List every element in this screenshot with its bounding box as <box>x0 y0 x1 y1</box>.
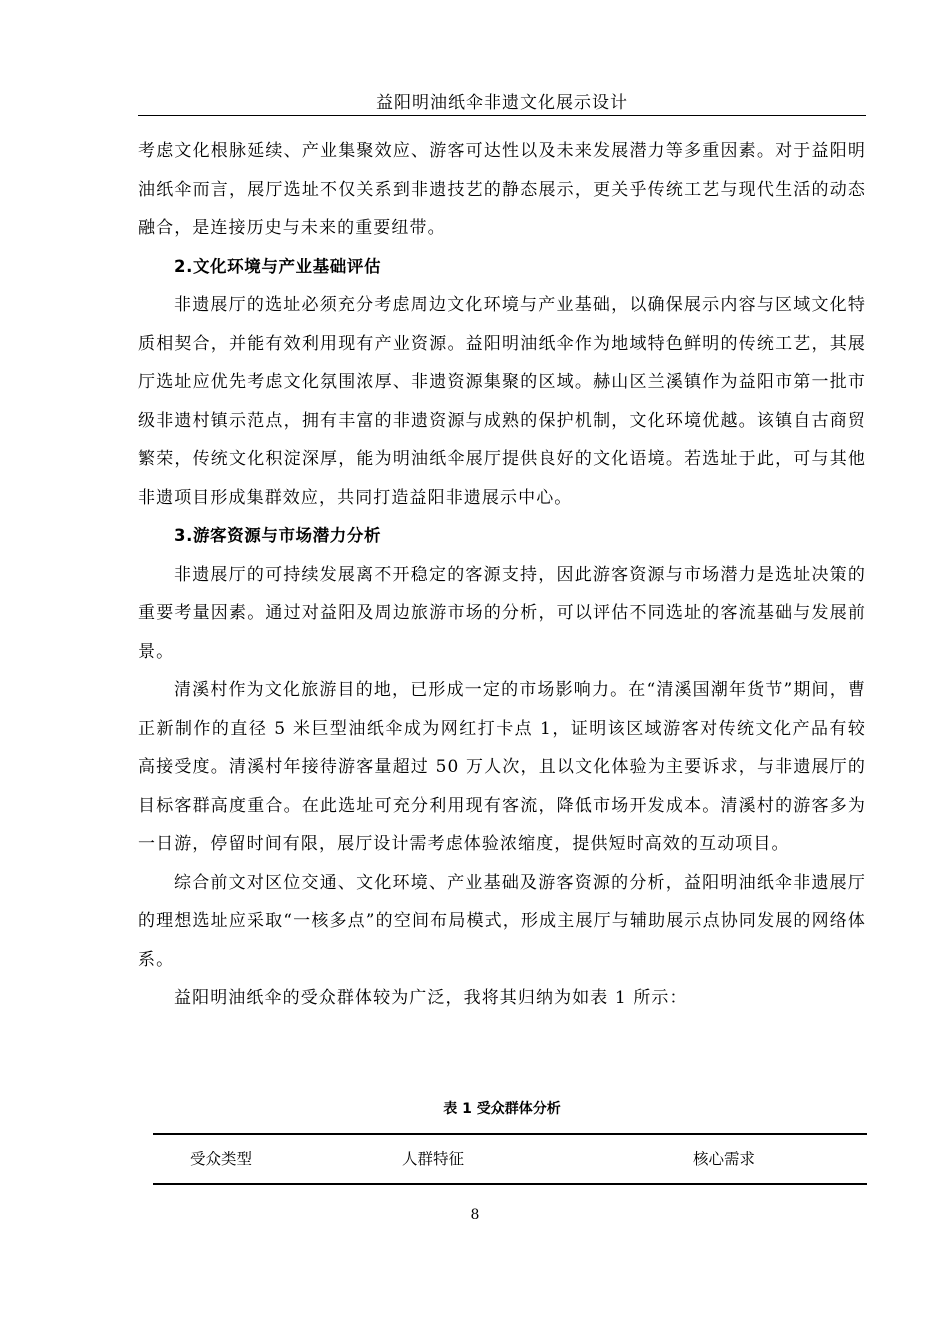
paragraph-continued: 考虑文化根脉延续、产业集聚效应、游客可达性以及未来发展潜力等多重因素。对于益阳明油纸伞而言，展厅选址不仅关系到非遗技艺的静态展示，更关乎传统工艺与现代生活的动态融合，是连接历史与未来的重要纽带。 <box>138 141 866 238</box>
document-body <box>138 132 866 1018</box>
table-header-cell: 受众类型 <box>190 1150 253 1168</box>
paragraph-summary: 综合前文对区位交通、文化环境、产业基础及游客资源的分析，益阳明油纸伞非遗展厅的理想选址应采取“一核多点”的空间布局模式，形成主展厅与辅助展示点协同发展的网络体系。 <box>138 872 866 970</box>
paragraph-audience: 益阳明油纸伞的受众群体较为广泛，我将其归纳为如表 1 所示： <box>174 988 688 1008</box>
header-rule <box>138 115 866 116</box>
audience-table <box>153 1133 867 1185</box>
section-heading-3: 3.游客资源与市场潜力分析 <box>174 526 382 545</box>
paragraph-visitors: 非遗展厅的可持续发展离不开稳定的客源支持，因此游客资源与市场潜力是选址决策的重要考量因素。通过对益阳及周边旅游市场的分析，可以评估不同选址的客流基础与发展前景。 <box>138 564 866 662</box>
paragraph-culture: 非遗展厅的选址必须充分考虑周边文化环境与产业基础，以确保展示内容与区域文化特质相契合，并能有效利用现有产业资源。益阳明油纸伞作为地域特色鲜明的传统工艺，其展厅选址应优先考虑文化氛围浓厚、非遗资源集聚的区域。赫山区兰溪镇作为益阳市第一批市级非遗村镇示范点，拥有丰富的非遗资源与成熟的保护机制，文化环境优越。该镇自古商贸繁荣，传统文化积淀深厚，能为明油纸伞展厅提供良好的文化语境。若选址于此，可与其他非遗项目形成集群效应，共同打造益阳非遗展示中心。 <box>138 295 866 508</box>
table-header-cell: 核心需求 <box>693 1150 756 1168</box>
table-header-cell: 人群特征 <box>402 1150 465 1168</box>
page-number: 8 <box>470 1207 480 1223</box>
table-caption: 表 1 受众群体分析 <box>443 1101 561 1117</box>
running-header: 益阳明油纸伞非遗文化展示设计 <box>376 93 628 113</box>
section-heading-2: 2.文化环境与产业基础评估 <box>174 256 382 276</box>
paragraph-qingxi: 清溪村作为文化旅游目的地，已形成一定的市场影响力。在“清溪国潮年货节”期间，曹正新制作的直径 5 米巨型油纸伞成为网红打卡点 1，证明该区域游客对传统文化产品有较高接受度。清溪村年接待游客量超过 50 万人次，且以文化体验为主要诉求，与非遗展厅的目标客群高度重合。在此选址可充分利用现有客流，降低市场开发成本。清溪村的游客多为一日游，停留时间有限，展厅设计需考虑体验浓缩度，提供短时高效的互动项目。 <box>138 680 866 854</box>
